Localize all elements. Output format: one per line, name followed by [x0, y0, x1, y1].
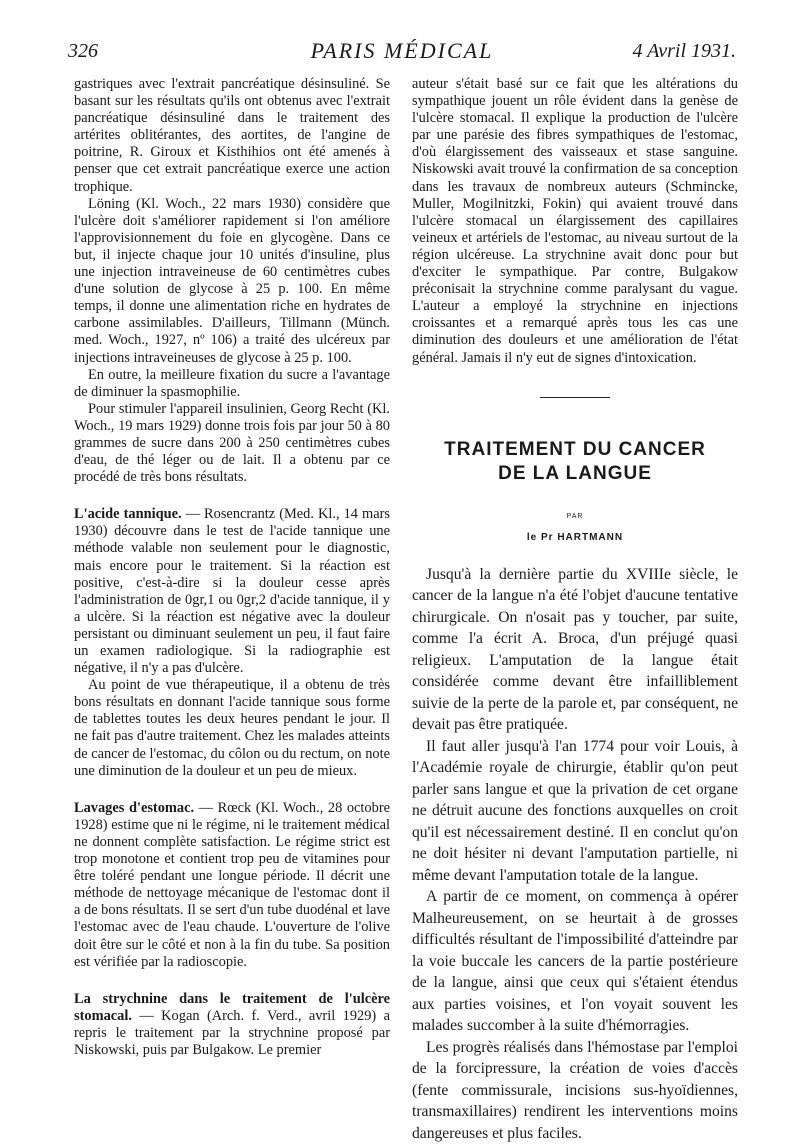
paragraph: A partir de ce moment, on commença à opérer Malheureusement, on se heurtait à de grosses difficultés résultant de l'impossibilité d'atteindre par la voie buccale les cancers de la partie postérieure de la langue, ainsi que ceux qui s'étaient étendus aux parties voisines, et l'on voyait souvent les malades succomber à la suite d'hémorragies.: [412, 888, 738, 1035]
section-heading: La strychnine dans le traitement de l'ulcère stomacal.: [74, 990, 390, 1024]
section-heading: L'acide tannique.: [74, 506, 182, 523]
right-column: [412, 76, 738, 1144]
section-tannic-acid: [74, 506, 390, 677]
paragraph: Pour stimuler l'appareil insulinien, Georg Recht (Kl. Woch., 19 mars 1929) donne trois fois par jour 50 à 80 grammes de sucre dans 200 à 250 centimètres cubes d'eau, de thé léger ou de lait. Il a obtenu par ce procédé de très bons résultats.: [74, 400, 390, 486]
section-strychnine: [74, 991, 390, 1059]
paragraph: auteur s'était basé sur ce fait que les altérations du sympathique jouent un rôle évident dans la genèse de l'ulcère stomacal. Il explique la production de l'ulcère par une parésie des fibres sympathiques de l'estomac, d'où élargissement des vaisseaux et stase sanguine. Niskowski avait trouvé la confirmation de sa conception dans les travaux de nombreux auteurs (Schmincke, Muller, Mogilnitzki, Fokin) qui avaient trouvé dans l'ulcère stomacal un élargissement des capillaires veineux et artériels de l'estomac, au niveau surtout de la région ulcéreuse. La strychnine avait donc pour but d'exciter le sympathique. Par contre, Bulgakow préconisait la strychnine comme paralysant du vague. L'auteur a employé la strychnine en injections croissantes et a remarqué après tous les cas une diminution des douleurs et une amélioration de l'état général. Jamais il n'y eut de signes d'intoxication.: [412, 76, 738, 366]
article-body: [412, 564, 738, 1145]
section-divider: [540, 397, 610, 398]
paragraph: Au point de vue thérapeutique, il a obtenu de très bons résultats en donnant l'acide tannique sous forme de tablettes toutes les deux heures pendant le jour. Il ne fait pas d'autre traitement. Chez les malades atteints de cancer de l'estomac, du côlon ou du rectum, on note une diminution de la douleur et un peu de mieux.: [74, 677, 390, 779]
paragraph: gastriques avec l'extrait pancréatique désinsuliné. Se basant sur les résultats qu'ils ont obtenus avec l'extrait pancréatique désinsuliné dans le traitement des artérites oblitérantes, des aortites, de l'angine de poitrine, R. Giroux et Kisthihios ont été amenés à penser que cet extrait pancréatique exerce une action trophique.: [74, 76, 390, 195]
byline-par: PAR: [566, 512, 584, 520]
section-stomach-lavage: [74, 800, 390, 971]
article-title-line-1: TRAITEMENT DU CANCER: [444, 438, 706, 460]
paragraph: Il faut aller jusqu'à l'an 1774 pour voir Louis, à l'Académie royale de chirurgie, établir qu'on peut parler sans langue et que la privation de cet organe ne détruit aucune des fonctions auxquelles on croit qu'il est nécessairement destiné. Il en conclut qu'on ne doit hésiter ni devant l'amputation partielle, ni même devant l'amputation totale de la langue.: [412, 737, 738, 884]
section-text: — Rosencrantz (Med. Kl., 14 mars 1930) découvre dans le test de l'acide tannique une méthode valable non seulement pour le diagnostic, mais encore pour le traitement. Si la réaction est positive, c'est-à-dire si la douleur cesse après l'administration de 0gr,1 ou 0gr,2 d'acide tannique, il y a ulcère. Si la réaction est négative avec la douleur persistant ou diminuant seulement un peu, il faut faire un examen radiologique. Si la radiographie est négative, il n'y a pas d'ulcère.: [74, 506, 390, 677]
section-text: — Kogan (Arch. f. Verd., avril 1929) a repris le traitement par la strychnine proposé par Niskowski, puis par Bulgakow. Le premier: [74, 1007, 390, 1058]
paragraph: Jusqu'à la dernière partie du XVIIIe siècle, le cancer de la langue n'a été l'objet d'aucune tentative chirurgicale. On n'osait pas y toucher, par suite, comme l'a écrit A. Broca, d'un préjugé quasi religieux. L'amputation de la langue était considérée comme devant être infailliblement suivie de la perte de la parole et, par conséquent, ne devait pas être pratiquée.: [412, 565, 738, 734]
article-title-line-2: DE LA LANGUE: [498, 462, 652, 484]
page-header: [68, 36, 736, 70]
section-text: — Rœck (Kl. Woch., 28 octobre 1928) estime que ni le régime, ni le traitement médical ne donnent complète satisfaction. Le régime strict est trop monotone et contient trop peu de vitamines pour être toléré pendant une longue période. Il décrit une méthode de nettoyage mécanique de l'estomac dont il a de bons résultats. Il se sert d'un tube duodénal et lave l'estomac avec de l'eau chaude. L'ouverture de l'olive doit être sur le côté et non à la fin du tube. Sa position est vérifiée par la radioscopie.: [74, 799, 391, 970]
issue-date: 4 Avril 1931.: [632, 40, 736, 62]
paragraph: Les progrès réalisés dans l'hémostase par l'emploi de la forcipressure, la création de voies d'accès (fente commissurale, incisions sus-hyoïdiennes, transmaxillaires) rendirent les interventions moins dangereuses et plus faciles.: [412, 1038, 738, 1142]
paragraph: En outre, la meilleure fixation du sucre a l'avantage de diminuer la spasmophilie.: [74, 366, 390, 400]
journal-title: PARIS MÉDICAL: [310, 38, 494, 63]
page-number: 326: [68, 40, 98, 62]
article-author: le Pr HARTMANN: [526, 531, 624, 543]
left-column: [74, 76, 390, 1059]
section-heading: Lavages d'estomac.: [74, 799, 195, 816]
paragraph: Löning (Kl. Woch., 22 mars 1930) considère que l'ulcère doit s'améliorer rapidement si l'on améliore l'approvisionnement du foie en glycogène. Dans ce but, il injecte chaque jour 10 unités d'insuline, plus une injection intraveineuse de 60 centimètres cubes d'une solution de glycose à 25 p. 100. En même temps, il donne une alimentation riche en hydrates de carbone assimilables. D'ailleurs, Tillmann (Münch. med. Woch., 1927, nº 106) a traité des ulcéreux par injections intraveineuses de glycose à 25 p. 100.: [74, 195, 390, 366]
